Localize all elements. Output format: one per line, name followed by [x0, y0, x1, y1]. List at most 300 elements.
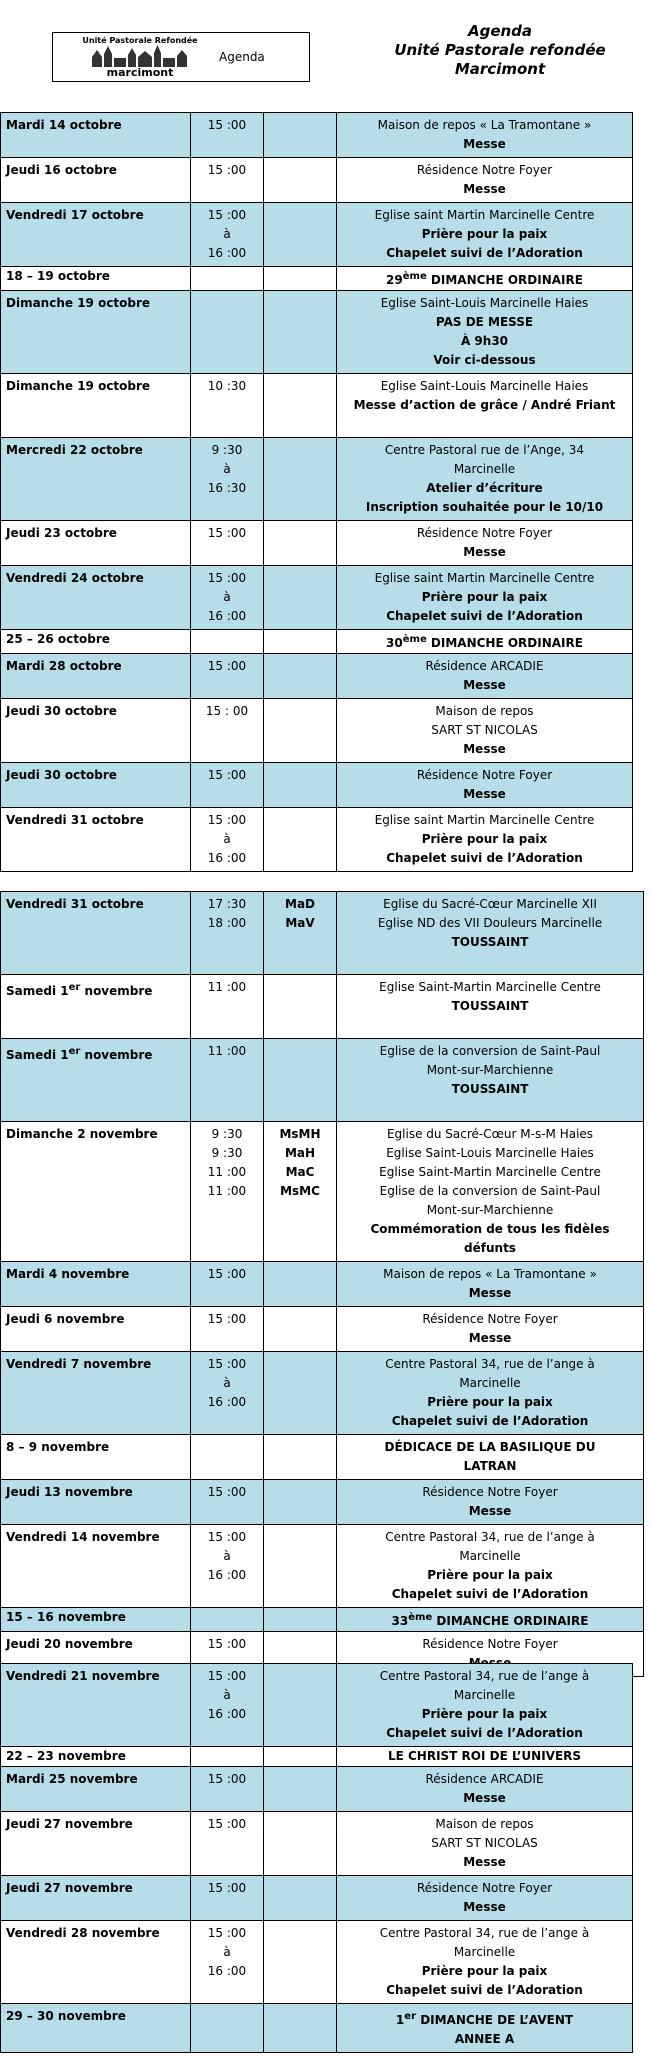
date-cell — [1, 1664, 191, 1747]
date-text: Vendredi 21 novembre — [6, 1669, 160, 1683]
date-superscript: er — [68, 1046, 81, 1057]
date-text: 25 – 26 octobre — [6, 632, 110, 646]
time-cell — [191, 1767, 264, 1812]
event-text: TOUSSAINT — [451, 1082, 529, 1096]
event-line — [342, 849, 627, 868]
event-line — [342, 569, 627, 588]
location-code: MaD — [285, 897, 315, 911]
event-text: Messe — [463, 1900, 506, 1914]
location-code-cell — [264, 374, 337, 438]
event-line — [342, 479, 627, 498]
table-row — [1, 1876, 633, 1921]
time-cell — [191, 1525, 264, 1608]
event-text: Messe — [463, 742, 506, 756]
event-line — [342, 1080, 638, 1099]
time-text: 15 :00 — [207, 1312, 247, 1326]
event-line — [342, 1667, 627, 1686]
location-code-cell — [264, 566, 337, 630]
event-spacer — [342, 1016, 638, 1035]
time-cell — [191, 1664, 264, 1747]
date-text: Vendredi 28 novembre — [6, 1926, 160, 1940]
event-text: Eglise du Sacré-Cœur Marcinelle XII — [383, 897, 597, 911]
table-row — [1, 438, 633, 521]
location-code-cell — [264, 203, 337, 267]
time-text: 15 :00 — [207, 1637, 247, 1651]
event-line — [342, 1608, 638, 1631]
event-text: Messe — [468, 1331, 512, 1345]
date-cell — [1, 1352, 191, 1435]
event-line — [342, 1163, 638, 1182]
time-text: 16 :00 — [207, 851, 247, 865]
event-line — [342, 1747, 627, 1766]
event-line — [342, 997, 638, 1016]
time-cell — [191, 1480, 264, 1525]
table-row — [1, 1767, 633, 1812]
time-text: à — [223, 462, 231, 476]
event-line — [342, 1284, 638, 1303]
time-text: 15 :00 — [207, 1267, 247, 1281]
event-text: SART ST NICOLAS — [431, 723, 538, 737]
date-text: Vendredi 14 novembre — [6, 1530, 160, 1544]
event-line — [342, 524, 627, 543]
date-text: Jeudi 23 octobre — [6, 526, 117, 540]
event-text: À 9h30 — [460, 334, 509, 348]
event-line — [342, 1042, 638, 1061]
event-text: Messe — [468, 1286, 512, 1300]
logo-text-bottom: marcimont — [106, 66, 174, 79]
event-text: DIMANCHE ORDINAIRE — [430, 636, 583, 650]
event-line — [342, 1705, 627, 1724]
table-row — [1, 113, 633, 158]
title-line-3: Marcimont — [454, 60, 546, 78]
event-text: DIMANCHE ORDINAIRE — [436, 1614, 589, 1628]
date-cell — [1, 1812, 191, 1876]
event-line — [342, 607, 627, 626]
event-text: Messe — [463, 678, 506, 692]
event-line — [342, 895, 638, 914]
event-cell — [337, 1525, 644, 1608]
event-line — [342, 2007, 627, 2030]
event-line — [342, 1981, 627, 2000]
event-line — [342, 498, 627, 517]
location-code-cell — [264, 158, 337, 203]
time-cell — [191, 521, 264, 566]
location-code-cell — [264, 113, 337, 158]
time-cell — [191, 1039, 264, 1122]
event-text: Résidence Notre Foyer — [416, 526, 553, 540]
event-cell — [337, 975, 644, 1039]
table-row — [1, 267, 633, 291]
event-line — [342, 978, 638, 997]
event-line — [342, 1355, 638, 1374]
event-text: Chapelet suivi de l’Adoration — [391, 1587, 589, 1601]
date-cell — [1, 1435, 191, 1480]
event-line — [342, 1438, 638, 1457]
event-cell — [337, 808, 633, 872]
table-row — [1, 566, 633, 630]
date-text: 18 – 19 octobre — [6, 269, 110, 283]
time-text: à — [223, 832, 231, 846]
event-spacer — [342, 1099, 638, 1118]
event-line — [342, 1393, 638, 1412]
table-row — [1, 1608, 644, 1632]
location-code-cell — [264, 1921, 337, 2004]
event-text: Voir ci-dessous — [433, 353, 536, 367]
event-text: Messe — [463, 1791, 506, 1805]
event-cell — [337, 2004, 633, 2053]
date-text: Jeudi 30 octobre — [6, 768, 117, 782]
event-cell — [337, 1767, 633, 1812]
event-cell — [337, 1435, 644, 1480]
time-text: 17 :30 — [207, 897, 247, 911]
date-cell — [1, 654, 191, 699]
event-line — [342, 441, 627, 460]
table-row — [1, 1747, 633, 1767]
time-text: 16 :00 — [207, 1964, 247, 1978]
event-spacer — [342, 952, 638, 971]
time-cell — [191, 158, 264, 203]
date-text: Mardi 25 novembre — [6, 1772, 138, 1786]
event-text: Eglise Saint-Louis Marcinelle Haies — [380, 379, 589, 393]
date-text: Samedi 1 — [6, 984, 69, 998]
date-text-rest: novembre — [80, 1048, 153, 1062]
event-line — [342, 785, 627, 804]
time-cell — [191, 203, 264, 267]
event-line — [342, 914, 638, 933]
event-line — [342, 244, 627, 263]
table-row — [1, 1812, 633, 1876]
time-text: 15 :00 — [207, 1772, 247, 1786]
date-superscript: er — [68, 982, 81, 993]
event-text: Résidence Notre Foyer — [416, 1881, 553, 1895]
event-line — [342, 116, 627, 135]
date-cell — [1, 2004, 191, 2053]
date-cell — [1, 521, 191, 566]
location-code-cell — [264, 1039, 337, 1122]
date-cell — [1, 1525, 191, 1608]
time-text: 16 :00 — [207, 609, 247, 623]
time-text: 15 :00 — [207, 118, 247, 132]
time-cell — [191, 1122, 264, 1262]
time-text: 9 :30 — [211, 1146, 243, 1160]
event-text: Chapelet suivi de l’Adoration — [386, 851, 583, 865]
event-text: Chapelet suivi de l’Adoration — [386, 246, 583, 260]
event-text: défunts — [464, 1241, 516, 1255]
event-text: Résidence Notre Foyer — [416, 768, 553, 782]
date-text: Samedi 1 — [6, 1048, 69, 1062]
event-text: Résidence Notre Foyer — [416, 163, 553, 177]
time-cell — [191, 291, 264, 374]
event-cell — [337, 1664, 633, 1747]
location-code-cell — [264, 975, 337, 1039]
event-line — [342, 180, 627, 199]
location-code-cell — [264, 1122, 337, 1262]
event-cell — [337, 1122, 644, 1262]
date-text: Dimanche 2 novembre — [6, 1127, 158, 1141]
event-text: Maison de repos — [435, 704, 534, 718]
ordinal-superscript: ème — [402, 634, 427, 645]
event-text: Eglise Saint-Louis Marcinelle Haies — [380, 296, 589, 310]
event-line — [342, 1528, 638, 1547]
event-line — [342, 1834, 627, 1853]
location-code-cell — [264, 2004, 337, 2053]
date-cell — [1, 1747, 191, 1767]
location-code-cell — [264, 1435, 337, 1480]
table-row — [1, 699, 633, 763]
event-text: ANNEE A — [454, 2032, 515, 2046]
event-text: Résidence ARCADIE — [425, 1772, 544, 1786]
event-text: Atelier d’écriture — [426, 481, 543, 495]
time-cell — [191, 699, 264, 763]
event-text: Eglise de la conversion de Saint-Paul — [379, 1044, 601, 1058]
event-text: Eglise de la conversion de Saint-Paul — [379, 1184, 601, 1198]
date-text: 22 – 23 novembre — [6, 1749, 126, 1763]
location-code-cell — [264, 630, 337, 654]
time-text: 15 :00 — [207, 526, 247, 540]
event-line — [342, 766, 627, 785]
time-cell — [191, 113, 264, 158]
event-text: Prière pour la paix — [427, 1395, 553, 1409]
time-text: 15 :00 — [207, 1926, 247, 1940]
event-cell — [337, 1039, 644, 1122]
event-line — [342, 1635, 638, 1654]
table-row — [1, 1480, 644, 1525]
event-text: TOUSSAINT — [451, 935, 529, 949]
event-line — [342, 460, 627, 479]
date-cell — [1, 267, 191, 291]
event-text: Centre Pastoral 34, rue de l’ange à — [379, 1926, 590, 1940]
table-row — [1, 975, 644, 1039]
date-cell — [1, 1262, 191, 1307]
time-cell — [191, 630, 264, 654]
ordinal-number: 29 — [386, 273, 403, 287]
event-cell — [337, 1921, 633, 2004]
event-text: Eglise saint Martin Marcinelle Centre — [374, 813, 595, 827]
event-line — [342, 1853, 627, 1872]
time-cell — [191, 1876, 264, 1921]
event-line — [342, 1924, 627, 1943]
time-cell — [191, 2004, 264, 2053]
date-cell — [1, 763, 191, 808]
time-cell — [191, 374, 264, 438]
date-cell — [1, 808, 191, 872]
time-text: 11 :00 — [207, 1044, 247, 1058]
church-skyline-icon — [90, 45, 190, 67]
event-spacer — [342, 415, 627, 434]
event-line — [342, 1815, 627, 1834]
event-text: Prière pour la paix — [421, 1964, 548, 1978]
event-text: Marcinelle — [459, 1376, 521, 1390]
location-code-cell — [264, 291, 337, 374]
event-line — [342, 1374, 638, 1393]
event-text: Centre Pastoral 34, rue de l’ange à — [379, 1669, 590, 1683]
date-cell — [1, 1921, 191, 2004]
event-text: Prière pour la paix — [421, 832, 548, 846]
event-cell — [337, 291, 633, 374]
event-text: Commémoration de tous les fidèles — [370, 1222, 610, 1236]
event-text: PAS DE MESSE — [435, 315, 534, 329]
event-text: DÉDICACE DE LA BASILIQUE DU — [384, 1440, 596, 1454]
event-text: Messe — [463, 137, 506, 151]
date-text: Dimanche 19 octobre — [6, 379, 151, 393]
event-cell — [337, 1747, 633, 1767]
date-cell — [1, 566, 191, 630]
event-cell — [337, 1876, 633, 1921]
event-cell — [337, 1812, 633, 1876]
event-line — [342, 933, 638, 952]
event-text: Chapelet suivi de l’Adoration — [386, 1726, 583, 1740]
table-row — [1, 808, 633, 872]
event-line — [342, 1789, 627, 1808]
event-line — [342, 161, 627, 180]
event-line — [342, 740, 627, 759]
table-row — [1, 1435, 644, 1480]
event-text: Prière pour la paix — [421, 590, 548, 604]
event-text: TOUSSAINT — [451, 999, 529, 1013]
location-code-cell — [264, 1747, 337, 1767]
event-text: Maison de repos « La Tramontane » — [377, 118, 592, 132]
time-text: 16 :00 — [207, 246, 247, 260]
time-text: 15 :00 — [207, 768, 247, 782]
event-text: Mont-sur-Marchienne — [426, 1063, 554, 1077]
table-row — [1, 521, 633, 566]
time-text: à — [223, 1549, 231, 1563]
event-line — [342, 225, 627, 244]
table-row — [1, 654, 633, 699]
event-text: Marcinelle — [453, 1688, 516, 1702]
date-cell — [1, 1307, 191, 1352]
event-line — [342, 1547, 638, 1566]
ordinal-number: 30 — [386, 636, 403, 650]
time-text: 15 :00 — [207, 1669, 247, 1683]
event-line — [342, 1061, 638, 1080]
time-cell — [191, 1921, 264, 2004]
time-text: 15 :00 — [207, 1817, 247, 1831]
time-text: 16 :00 — [207, 1707, 247, 1721]
time-cell — [191, 654, 264, 699]
time-cell — [191, 566, 264, 630]
event-line — [342, 1220, 638, 1239]
time-cell — [191, 1262, 264, 1307]
table-row — [1, 1525, 644, 1608]
event-cell — [337, 113, 633, 158]
event-text: Eglise ND des VII Douleurs Marcinelle — [377, 916, 603, 930]
event-text: Prière pour la paix — [427, 1568, 553, 1582]
date-text: Vendredi 31 octobre — [6, 813, 144, 827]
table-row — [1, 763, 633, 808]
time-cell — [191, 1352, 264, 1435]
event-text: Centre Pastoral 34, rue de l’ange à — [385, 1357, 595, 1371]
event-line — [342, 2030, 627, 2049]
event-text: Résidence ARCADIE — [425, 659, 544, 673]
event-text: Eglise Saint-Martin Marcinelle Centre — [379, 980, 601, 994]
location-code-cell — [264, 1876, 337, 1921]
location-code-cell — [264, 1608, 337, 1632]
time-text: 16 :30 — [207, 481, 247, 495]
event-text: Chapelet suivi de l’Adoration — [386, 609, 583, 623]
event-text: Maison de repos — [435, 1817, 534, 1831]
date-cell — [1, 1480, 191, 1525]
parish-logo — [75, 36, 205, 78]
time-text: 15 : 00 — [205, 704, 249, 718]
event-line — [342, 1125, 638, 1144]
logo-text-top: Unité Pastorale Refondée — [82, 36, 198, 45]
date-text: Jeudi 16 octobre — [6, 163, 117, 177]
date-text: Mardi 4 novembre — [6, 1267, 130, 1281]
event-line — [342, 657, 627, 676]
event-cell — [337, 1480, 644, 1525]
location-code-cell — [264, 267, 337, 291]
date-text: 29 – 30 novembre — [6, 2009, 126, 2023]
event-text: Chapelet suivi de l’Adoration — [391, 1414, 589, 1428]
table-row — [1, 1307, 644, 1352]
time-cell — [191, 1812, 264, 1876]
event-cell — [337, 374, 633, 438]
event-line — [342, 702, 627, 721]
agenda-table-2 — [0, 891, 644, 1677]
title-line-1: Agenda — [467, 22, 533, 40]
date-cell — [1, 630, 191, 654]
event-text: Messe — [463, 182, 506, 196]
date-text: Dimanche 19 octobre — [6, 296, 151, 310]
event-text: Messe — [468, 1504, 512, 1518]
date-cell — [1, 203, 191, 267]
location-code: MaV — [285, 916, 315, 930]
event-line — [342, 811, 627, 830]
agenda-table-3 — [0, 1663, 633, 2053]
location-code-cell — [264, 1664, 337, 1747]
time-text: 9 :30 — [211, 1127, 243, 1141]
event-cell — [337, 892, 644, 975]
event-line — [342, 1724, 627, 1743]
time-text: 15 :00 — [207, 163, 247, 177]
time-cell — [191, 267, 264, 291]
time-text: à — [223, 1945, 231, 1959]
location-code: MaH — [284, 1146, 316, 1160]
date-cell — [1, 1876, 191, 1921]
location-code-cell — [264, 1307, 337, 1352]
event-cell — [337, 1307, 644, 1352]
event-line — [342, 1412, 638, 1431]
event-line — [342, 351, 627, 370]
event-line — [342, 1329, 638, 1348]
date-text: Jeudi 27 novembre — [6, 1817, 133, 1831]
event-text: Marcinelle — [459, 1549, 521, 1563]
event-text: Marcinelle — [453, 1945, 516, 1959]
event-text: Centre Pastoral rue de l’Ange, 34 — [384, 443, 585, 457]
ordinal-number: 1 — [395, 2013, 405, 2027]
ordinal-number: 33 — [391, 1614, 409, 1628]
ordinal-superscript: er — [404, 2011, 416, 2022]
location-code: MsMH — [279, 1127, 321, 1141]
page-title — [375, 22, 625, 79]
event-line — [342, 1770, 627, 1789]
time-text: 15 :00 — [207, 1485, 247, 1499]
title-line-2: Unité Pastorale refondée — [394, 41, 606, 59]
event-line — [342, 1457, 638, 1476]
time-cell — [191, 1435, 264, 1480]
time-text: à — [223, 590, 231, 604]
event-cell — [337, 1262, 644, 1307]
event-cell — [337, 654, 633, 699]
date-cell — [1, 1122, 191, 1262]
time-text: 15 :00 — [207, 571, 247, 585]
event-cell — [337, 699, 633, 763]
location-code-cell — [264, 438, 337, 521]
table-row — [1, 1262, 644, 1307]
event-cell — [337, 521, 633, 566]
date-cell — [1, 975, 191, 1039]
